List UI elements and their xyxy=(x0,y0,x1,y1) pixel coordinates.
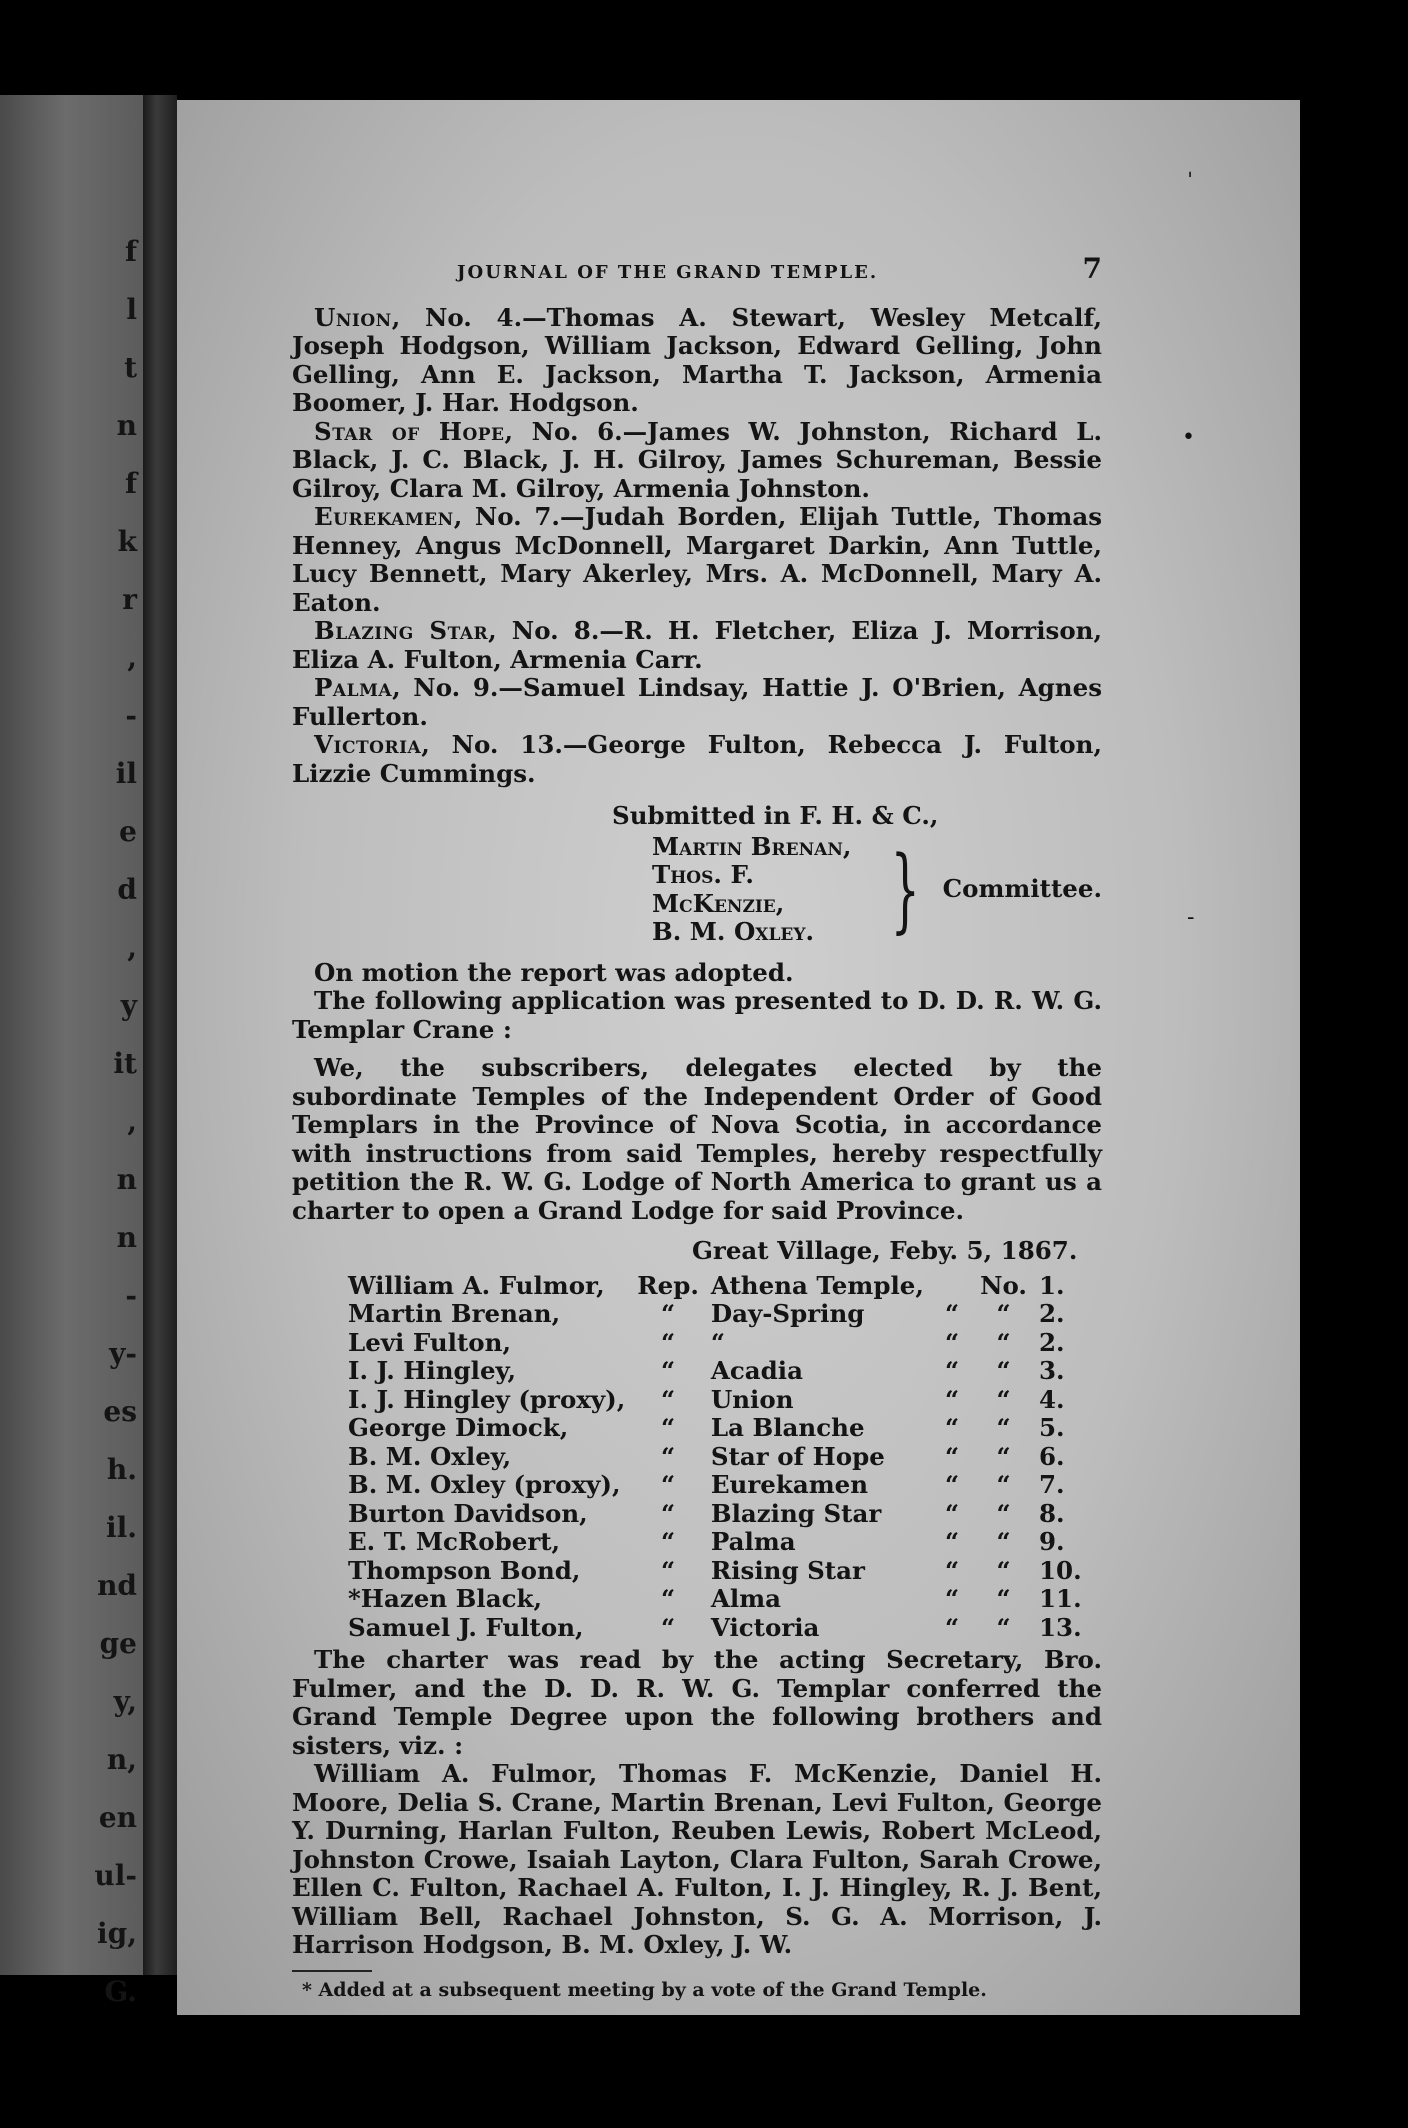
prev-page-fragment: t xyxy=(124,351,137,384)
submitted-line: Submitted in F. H. & C., xyxy=(612,801,939,830)
roster-row xyxy=(342,1557,1102,1586)
lodge-name: Palma xyxy=(314,673,393,702)
roster-no-label: “ xyxy=(996,1384,1011,1414)
ink-speck: • xyxy=(1182,425,1195,450)
roster-row xyxy=(342,1528,1102,1557)
roster-number: 8. xyxy=(1038,1498,1065,1528)
roster-name: Burton Davidson, xyxy=(348,1498,588,1528)
roster-no-label: “ xyxy=(996,1299,1011,1328)
roster-name: Levi Fulton, xyxy=(348,1327,511,1357)
ink-speck: - xyxy=(1187,905,1195,930)
roster-rep: “ xyxy=(661,1299,676,1328)
roster-rep: “ xyxy=(661,1413,676,1442)
previous-page-edge xyxy=(0,95,145,2008)
roster-row xyxy=(342,1585,1102,1614)
lodge-entry: Blazing Star, No. 8.—R. H. Fletcher, Eliza J. Morrison, Eliza A. Fulton, Armenia Carr. xyxy=(292,616,1103,674)
footnote: * Added at a subsequent meeting by a vote of the Grand Temple. xyxy=(302,1978,987,2001)
prev-page-fragment: , xyxy=(127,641,137,674)
roster-ditto: “ xyxy=(944,1498,960,1528)
roster-temple: La Blanche xyxy=(710,1413,865,1442)
roster-temple: Acadia xyxy=(710,1356,803,1385)
roster-no-label: “ xyxy=(996,1327,1011,1357)
roster-number: 2. xyxy=(1038,1299,1065,1328)
lodge-name: Victoria xyxy=(314,730,422,759)
roster-rep: “ xyxy=(661,1327,676,1357)
prev-page-fragment: , xyxy=(127,931,137,964)
roster-ditto: “ xyxy=(944,1612,960,1642)
prev-page-fragment: nd xyxy=(97,1569,137,1602)
roster-temple: Star of Hope xyxy=(710,1441,885,1471)
petition-paragraph: We, the subscribers, delegates elected by the subordinate Temples of the Independent Order of Good Templars in the Province of Nova Scotia, in accordance with instructions from said Temples, hereby respectfully petition the R. W. G. Lodge of North America to grant us a charter to open a Grand Lodge for said Province. xyxy=(292,1053,1102,1225)
footnote-rule xyxy=(292,1970,372,1972)
prev-page-fragment: n xyxy=(116,1163,137,1196)
roster-number: 2. xyxy=(1038,1327,1065,1357)
header-title: JOURNAL OF THE GRAND TEMPLE. xyxy=(457,262,879,283)
committee-member: Martin Brenan, xyxy=(652,831,852,861)
roster-no-label: “ xyxy=(996,1527,1011,1556)
roster-row xyxy=(342,1272,1102,1301)
committee-member: B. M. Oxley. xyxy=(652,917,815,946)
prev-page-fragment: , xyxy=(127,1105,137,1138)
prev-page-fragment: - xyxy=(125,699,137,732)
names-paragraph: William A. Fulmor, Thomas F. McKenzie, Daniel H. Moore, Delia S. Crane, Martin Brenan, Levi Fulton, George Y. Durning, Harlan Fulton, Reuben Lewis, Robert McLeod, Johnston Crowe, Isaiah Layton, Clara Fulton, Sarah Crowe, Ellen C. Fulton, Rachael A. Fulton, I. J. Hingley, R. J. Bent, William Bell, Rachael Johnston, S. G. A. Morrison, J. Harrison Hodgson, B. M. Oxley, J. W. xyxy=(292,1759,1102,1959)
motion-paragraph: On motion the report was adopted. xyxy=(314,957,794,987)
roster-ditto: “ xyxy=(944,1327,960,1357)
lodge-list xyxy=(292,304,1102,789)
lodge-name: Star of Hope xyxy=(314,416,505,446)
roster-rep: Rep. xyxy=(637,1270,699,1300)
page-text xyxy=(292,252,1103,2004)
prev-page-fragment: it xyxy=(113,1047,137,1080)
prev-page-fragment: ul- xyxy=(94,1859,137,1892)
roster-rep: “ xyxy=(661,1356,676,1385)
roster-no-label: “ xyxy=(996,1441,1011,1471)
roster-ditto: “ xyxy=(944,1584,960,1613)
roster-rep: “ xyxy=(661,1584,676,1613)
ink-speck: ˈ xyxy=(1187,170,1194,195)
prev-page-fragment: - xyxy=(125,1279,137,1312)
roster-number: 11. xyxy=(1038,1584,1082,1613)
roster-temple: Day-Spring xyxy=(710,1299,865,1328)
committee-label: Committee. xyxy=(942,874,1102,904)
running-header xyxy=(457,252,1102,288)
roster-number: 13. xyxy=(1038,1612,1082,1642)
roster-no-label: “ xyxy=(996,1584,1011,1613)
roster-rep: “ xyxy=(661,1498,676,1528)
roster-ditto: “ xyxy=(944,1555,960,1585)
prev-page-fragment: ig, xyxy=(97,1917,137,1950)
roster-temple: Union xyxy=(710,1384,794,1414)
roster-name: George Dimock, xyxy=(348,1413,569,1442)
prev-page-fragment: f xyxy=(124,235,137,268)
prev-page-fragment: y xyxy=(120,989,137,1022)
roster-row xyxy=(342,1414,1102,1443)
roster-temple: Alma xyxy=(710,1584,781,1613)
roster-ditto: “ xyxy=(944,1299,960,1328)
prev-page-fragment: r xyxy=(122,583,137,616)
roster-no-label: “ xyxy=(996,1470,1011,1499)
lodge-entry: Union, No. 4.—Thomas A. Stewart, Wesley Metcalf, Joseph Hodgson, William Jackson, Edward Gelling, John Gelling, Ann E. Jackson, Martha T. Jackson, Armenia Boomer, J. Har. Hodgson. xyxy=(292,302,1102,417)
lodge-name: Eurekamen xyxy=(314,502,454,531)
roster-no-label: “ xyxy=(996,1555,1011,1585)
prev-page-fragment: il. xyxy=(105,1511,137,1544)
roster-number: 1. xyxy=(1038,1270,1065,1300)
roster-name: William A. Fulmor, xyxy=(348,1270,605,1300)
lodge-entry: Palma, No. 9.—Samuel Lindsay, Hattie J. O'Brien, Agnes Fullerton. xyxy=(292,673,1102,731)
prev-page-fragment: y, xyxy=(113,1685,137,1718)
roster-row xyxy=(342,1500,1102,1529)
roster-temple: Athena Temple, xyxy=(710,1270,924,1300)
roster-number: 3. xyxy=(1038,1356,1065,1385)
brace-glyph: } xyxy=(890,835,921,943)
roster-no-label: No. xyxy=(980,1270,1027,1300)
roster-number: 10. xyxy=(1038,1555,1082,1585)
prev-page-fragment: k xyxy=(117,525,137,558)
roster-rep: “ xyxy=(661,1612,676,1642)
prev-page-fragment: y- xyxy=(109,1337,137,1370)
roster-number: 7. xyxy=(1038,1470,1065,1499)
roster-ditto xyxy=(930,1272,974,1301)
application-intro: The following application was presented to D. D. R. W. G. Templar Crane : xyxy=(292,986,1102,1044)
lodge-entry: Star of Hope, No. 6.—James W. Johnston, Richard L. Black, J. C. Black, J. H. Gilroy, James Schureman, Bessie Gilroy, Clara M. Gilroy, Armenia Johnston. xyxy=(292,416,1102,503)
journal-page xyxy=(177,100,1300,2015)
roster-ditto: “ xyxy=(944,1470,960,1499)
page-number: 7 xyxy=(1082,252,1102,285)
roster-name: E. T. McRobert, xyxy=(348,1527,561,1556)
roster-name: *Hazen Black, xyxy=(348,1584,542,1613)
roster-name: Martin Brenan, xyxy=(348,1299,561,1328)
roster-row xyxy=(342,1386,1102,1415)
roster-row xyxy=(342,1471,1102,1500)
date-line: Great Village, Feby. 5, 1867. xyxy=(692,1236,1078,1265)
roster-number: 4. xyxy=(1038,1384,1065,1414)
roster-name: I. J. Hingley, xyxy=(348,1356,516,1385)
prev-page-fragment: n xyxy=(116,409,137,442)
roster-number: 6. xyxy=(1038,1441,1065,1471)
prev-page-fragment: l xyxy=(126,293,137,326)
prev-page-fragment: en xyxy=(98,1801,137,1834)
roster-name: I. J. Hingley (proxy), xyxy=(348,1384,626,1414)
roster-rep: “ xyxy=(661,1384,676,1414)
roster-row xyxy=(342,1300,1102,1329)
roster-number: 5. xyxy=(1038,1413,1065,1442)
roster-rep: “ xyxy=(661,1527,676,1556)
roster-rep: “ xyxy=(661,1555,676,1585)
committee-names xyxy=(652,833,868,947)
roster-temple: Eurekamen xyxy=(710,1470,869,1499)
roster-temple: Palma xyxy=(710,1527,796,1556)
roster-temple: Blazing Star xyxy=(710,1498,882,1528)
roster-ditto: “ xyxy=(944,1413,960,1442)
committee-member: Thos. F. McKenzie, xyxy=(652,860,785,918)
roster-row xyxy=(342,1443,1102,1472)
prev-page-fragment: ge xyxy=(99,1627,137,1660)
lodge-name: Union xyxy=(314,302,392,332)
roster-row xyxy=(342,1329,1102,1358)
roster-ditto: “ xyxy=(944,1356,960,1385)
roster-row xyxy=(342,1357,1102,1386)
roster-name: B. M. Oxley (proxy), xyxy=(348,1470,621,1499)
prev-page-fragment: e xyxy=(119,815,137,848)
roster-ditto: “ xyxy=(944,1384,960,1414)
roster-no-label: “ xyxy=(996,1612,1011,1642)
roster-no-label: “ xyxy=(996,1413,1011,1442)
roster-name: Thompson Bond, xyxy=(348,1555,581,1585)
roster-no-label: “ xyxy=(996,1356,1011,1385)
lodge-entry: Eurekamen, No. 7.—Judah Borden, Elijah Tuttle, Thomas Henney, Angus McDonnell, Margaret Darkin, Ann Tuttle, Lucy Bennett, Mary Akerley, Mrs. A. McDonnell, Mary A. Eaton. xyxy=(292,502,1102,617)
prev-page-fragment: f xyxy=(124,467,137,500)
roster-number: 9. xyxy=(1038,1527,1065,1556)
roster-name: B. M. Oxley, xyxy=(348,1441,512,1471)
committee-signature xyxy=(652,833,1102,947)
roster-temple: Victoria xyxy=(710,1612,820,1642)
roster-row xyxy=(342,1614,1102,1643)
roster-ditto: “ xyxy=(944,1527,960,1556)
roster-ditto: “ xyxy=(944,1441,960,1471)
roster-temple: Rising Star xyxy=(710,1555,865,1585)
lodge-name: Blazing Star xyxy=(314,616,489,645)
book-gutter xyxy=(143,95,177,1975)
prev-page-fragment: h. xyxy=(106,1453,137,1486)
prev-page-fragment: il xyxy=(115,757,137,790)
roster-rep: “ xyxy=(661,1470,676,1499)
delegate-roster xyxy=(342,1272,1102,1643)
roster-rep: “ xyxy=(661,1441,676,1471)
prev-page-fragment: G. xyxy=(104,1975,137,2008)
prev-page-fragment: n, xyxy=(106,1743,137,1776)
charter-paragraph: The charter was read by the acting Secretary, Bro. Fulmer, and the D. D. R. W. G. Templar conferred the Grand Temple Degree upon the following brothers and sisters, viz. : xyxy=(292,1645,1102,1760)
prev-page-fragment: n xyxy=(116,1221,137,1254)
lodge-entry: Victoria, No. 13.—George Fulton, Rebecca J. Fulton, Lizzie Cummings. xyxy=(292,730,1102,788)
prev-page-fragment: d xyxy=(117,873,137,906)
roster-name: Samuel J. Fulton, xyxy=(348,1612,584,1642)
prev-page-fragment: es xyxy=(103,1395,137,1428)
roster-temple: “ xyxy=(710,1327,725,1357)
roster-no-label: “ xyxy=(996,1498,1011,1528)
